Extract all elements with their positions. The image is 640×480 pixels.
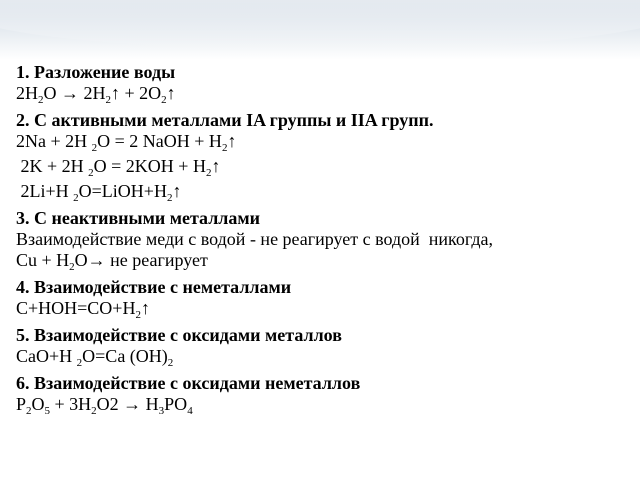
section-heading: 2. С активными металлами IA группы и IIA групп.	[16, 110, 434, 130]
equation-line: 2Na + 2H $_2$O = 2 NaOH + $H_2↑$	[16, 131, 237, 154]
decorative-swoosh	[0, 0, 640, 50]
slide-header-band	[0, 0, 640, 60]
section-heading: 5. Взаимодействие с оксидами металлов	[16, 325, 342, 345]
text-line: Взаимодействие меди с водой - не реагирует с водой никогда,	[16, 229, 494, 249]
equation-line: $Cu + H_2O\to$ не реагирует	[16, 250, 208, 273]
equation-line: $2H_2O$ → $2H_2↑$ + $2O_2↑$	[16, 83, 176, 106]
slide-content	[16, 62, 628, 415]
equation-line: $P_2O_5 + 3H_2O2 \to H_3PO_4$	[16, 394, 193, 417]
equation-line: CaO+H $_2$O=Ca $(OH)_2$	[16, 346, 174, 369]
section-heading: 1. Разложение воды	[16, 62, 176, 82]
equation-line: 2K + 2H $_2O = 2KOH + H_2↑$	[16, 156, 221, 179]
section-heading: 4. Взаимодействие с неметаллами	[16, 277, 292, 297]
section-heading: 6. Взаимодействие с оксидами неметаллов	[16, 373, 361, 393]
equation-line: 2Li+H $_2O=LiOH+H_2↑$	[16, 181, 182, 204]
equation-line: $C+HOH=CO+H_2↑$	[16, 298, 150, 321]
section-heading: 3. С неактивными металлами	[16, 208, 261, 228]
